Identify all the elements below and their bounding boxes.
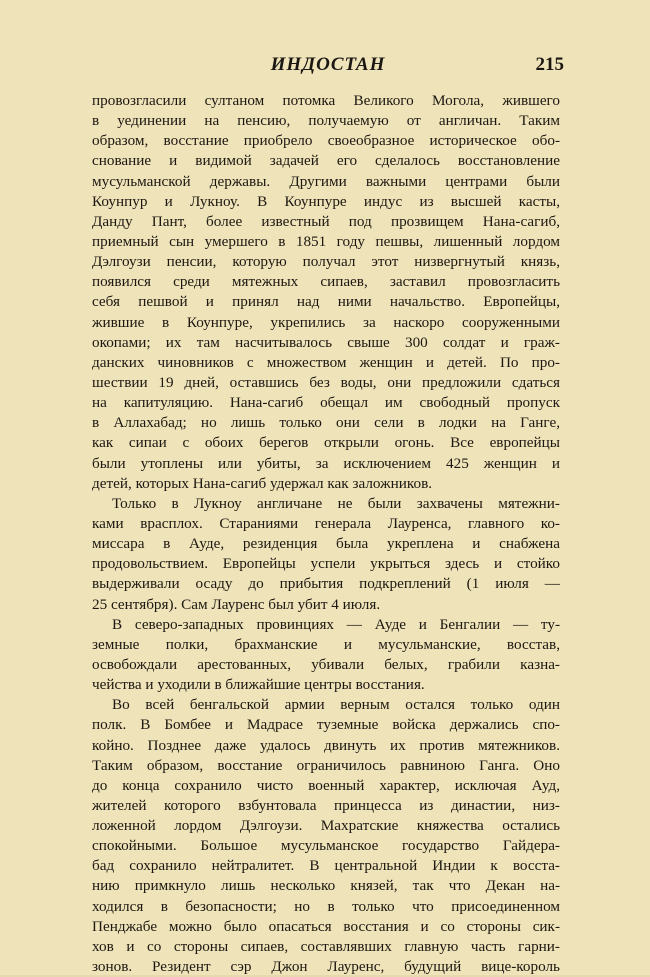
running-title: ИНДОСТАН xyxy=(270,54,386,75)
text-line: В северо-западных провинциях — Ауде и Бенгалии — ту- xyxy=(112,615,560,633)
text-line: Коунпур и Лукноу. В Коунпуре индус из высшей касты, xyxy=(92,192,560,210)
text-line: детей, которых Нана-сагиб удержал как заложников. xyxy=(92,474,433,492)
text-line: выдерживали осаду до прибытия подкреплений (1 июля — xyxy=(92,575,560,593)
text-line: образом, восстание приобрело своеобразное историческое обо- xyxy=(92,132,560,150)
text-line: провозгласили султаном потомка Великого Могола, жившего xyxy=(92,92,560,109)
text-line: земные полки, брахманские и мусульманские, восстав, xyxy=(92,635,560,653)
text-line: были утоплены или убиты, за исключением 425 женщин и xyxy=(92,454,560,472)
text-line: себя пешвой и принял над ними начальство. Европейцы, xyxy=(92,293,560,311)
text-line: нию примкнуло лишь несколько князей, так что Декан на- xyxy=(92,877,560,895)
text-line: в Аллахабад; но лишь только они сели в лодки на Ганге, xyxy=(92,414,560,432)
text-line: ходился в безопасности; но в только что присоединенном xyxy=(92,897,560,915)
text-line: на капитуляцию. Нана-сагиб обещал им свободный пропуск xyxy=(92,394,560,412)
text-line: ложенной лордом Дэлгоузи. Махратские княжества остались xyxy=(92,817,560,835)
text-line: как сипаи с обоих берегов открыли огонь. Все европейцы xyxy=(92,434,560,452)
text-line: Пенджабе можно было опасаться восстания и со стороны сик- xyxy=(92,917,560,935)
text-line: шествии 19 дней, оставшись без воды, они предложили сдаться xyxy=(92,373,560,391)
text-line: койно. Позднее даже удалось двинуть их против мятежников. xyxy=(92,736,560,754)
page-number: 215 xyxy=(535,54,564,75)
text-line: мусульманской державы. Другими важными центрами были xyxy=(92,172,560,190)
text-line: чейства и уходили в ближайшие центры восстания. xyxy=(92,676,425,694)
text-line: в уединении на пенсию, получаемую от англичан. Таким xyxy=(92,112,560,130)
text-line: данских чиновников с множеством женщин и детей. По про- xyxy=(92,353,560,371)
page-header xyxy=(92,54,564,80)
text-line: хов и со стороны сипаев, составлявших главную часть гарни- xyxy=(92,937,560,955)
text-line: окопами; их там насчитывалось свыше 300 солдат и граж- xyxy=(92,333,560,351)
text-line: спокойными. Большое мусульманское государство Гайдера- xyxy=(92,837,560,855)
text-line: миссара в Ауде, резиденция была укреплена и снабжена xyxy=(92,535,560,553)
text-line: приемный сын умершего в 1851 году пешвы, лишенный лордом xyxy=(92,232,560,250)
text-line: полк. В Бомбее и Мадрасе туземные войска держались спо- xyxy=(92,716,560,734)
text-line: продовольствием. Европейцы успели укрыться здесь и стойко xyxy=(92,555,560,573)
text-line: зонов. Резидент сэр Джон Лауренс, будущий вице-король xyxy=(92,958,560,976)
text-line: Таким образом, восстание ограничилось равниною Ганга. Оно xyxy=(92,756,560,774)
text-line: бад сохранило нейтралитет. В центральной Индии к восста- xyxy=(92,857,560,875)
text-line: жившие в Коунпуре, укрепились за наскоро сооруженными xyxy=(92,313,560,331)
text-line: до конца сохранило чисто военный характер, исключая Ауд, xyxy=(92,776,560,794)
text-line: появился среди мятежных сипаев, заставил провозгласить xyxy=(92,273,560,291)
text-line: освобождали арестованных, убивали белых, грабили казна- xyxy=(92,655,560,673)
text-line: Дэлгоузи пенсии, которую получал этот низвергнутый князь, xyxy=(92,253,560,271)
text-line: Только в Лукноу англичане не были захвачены мятежни- xyxy=(112,494,560,512)
text-line: 25 сентября). Сам Лауренс был убит 4 июля. xyxy=(92,595,381,613)
text-line: снование и видимой задачей его сделалось восстановление xyxy=(92,152,560,170)
text-line: Дандy Пант, более известный под прозвищем Нана-сагиб, xyxy=(92,212,560,230)
text-line: жителей которого взбунтовала принцесса из династии, низ- xyxy=(92,796,560,814)
text-line: ками врасплох. Стараниями генерала Лауренса, главного ко- xyxy=(92,514,560,532)
body-text xyxy=(92,91,560,977)
text-line: Во всей бенгальской армии верным остался только один xyxy=(112,696,560,714)
